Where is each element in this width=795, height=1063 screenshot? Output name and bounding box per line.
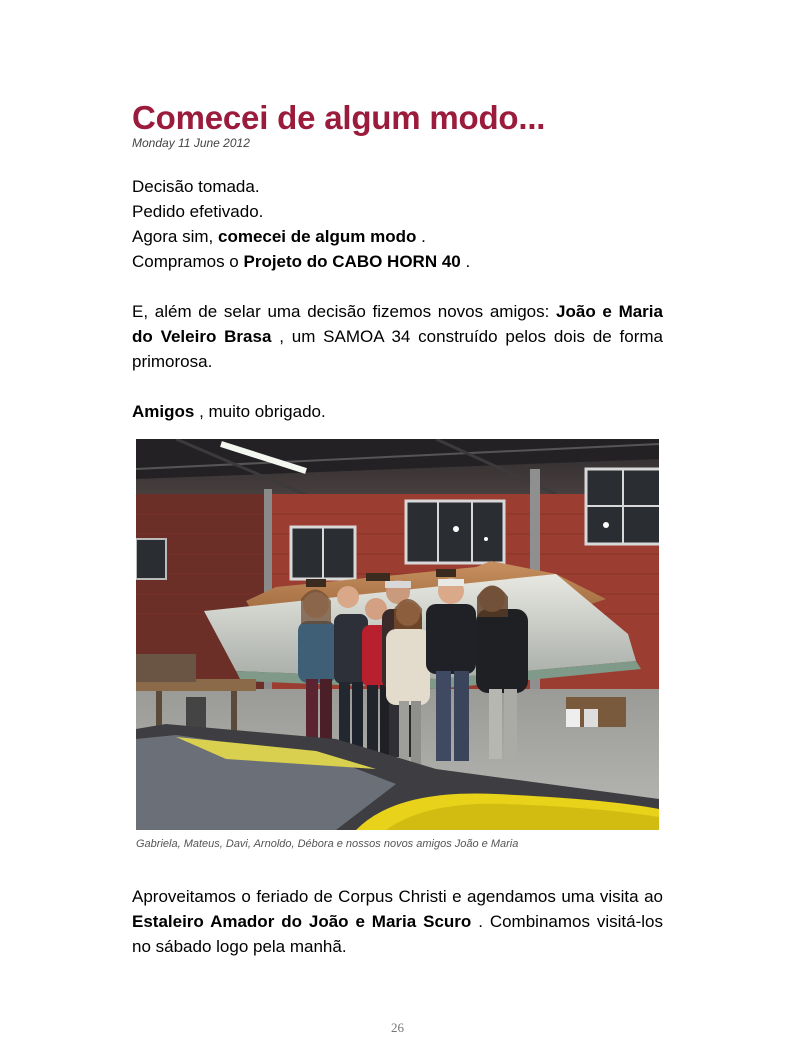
paragraph-intro <box>132 174 663 274</box>
text-span: . <box>460 252 471 271</box>
post-title: Comecei de algum modo... <box>132 99 546 136</box>
line-began <box>132 224 663 249</box>
line-bought <box>132 249 663 274</box>
bold-span: Estaleiro Amador do João e Maria Scuro <box>132 912 472 931</box>
paragraph-visit <box>132 884 663 959</box>
text-span: . Combinamos visitá-los no sábado logo pela manhã. <box>132 912 663 956</box>
paragraph-thanks <box>132 399 663 424</box>
text-span: Agora sim, <box>132 227 218 246</box>
line-decision: Decisão tomada. <box>132 177 260 196</box>
text-span: E, além de selar uma decisão fizemos novos amigos: <box>132 302 557 321</box>
bold-span: comecei de algum modo <box>217 227 417 246</box>
post-date: Monday 11 June 2012 <box>132 136 250 150</box>
text-span: , um SAMOA 34 construído pelos dois de forma primorosa. <box>132 327 663 371</box>
photo-caption: Gabriela, Mateus, Davi, Arnoldo, Débora e nossos novos amigos João e Maria <box>136 838 519 850</box>
line-order: Pedido efetivado. <box>132 202 264 221</box>
paragraph-friends <box>132 299 663 374</box>
text-span: Aproveitamos o feriado de Corpus Christi e agendamos uma visita ao <box>132 887 663 906</box>
bold-span: Projeto do CABO HORN 40 <box>243 252 461 271</box>
boat-workshop-photo <box>136 439 659 830</box>
text-span: . <box>416 227 426 246</box>
page-number: 26 <box>391 1020 404 1035</box>
text-span: , muito obrigado. <box>194 402 326 421</box>
post-content <box>132 98 663 424</box>
text-span: Compramos o <box>132 252 244 271</box>
bold-span: Amigos <box>132 402 195 421</box>
bold-span: João e Maria do Veleiro Brasa <box>132 302 663 346</box>
